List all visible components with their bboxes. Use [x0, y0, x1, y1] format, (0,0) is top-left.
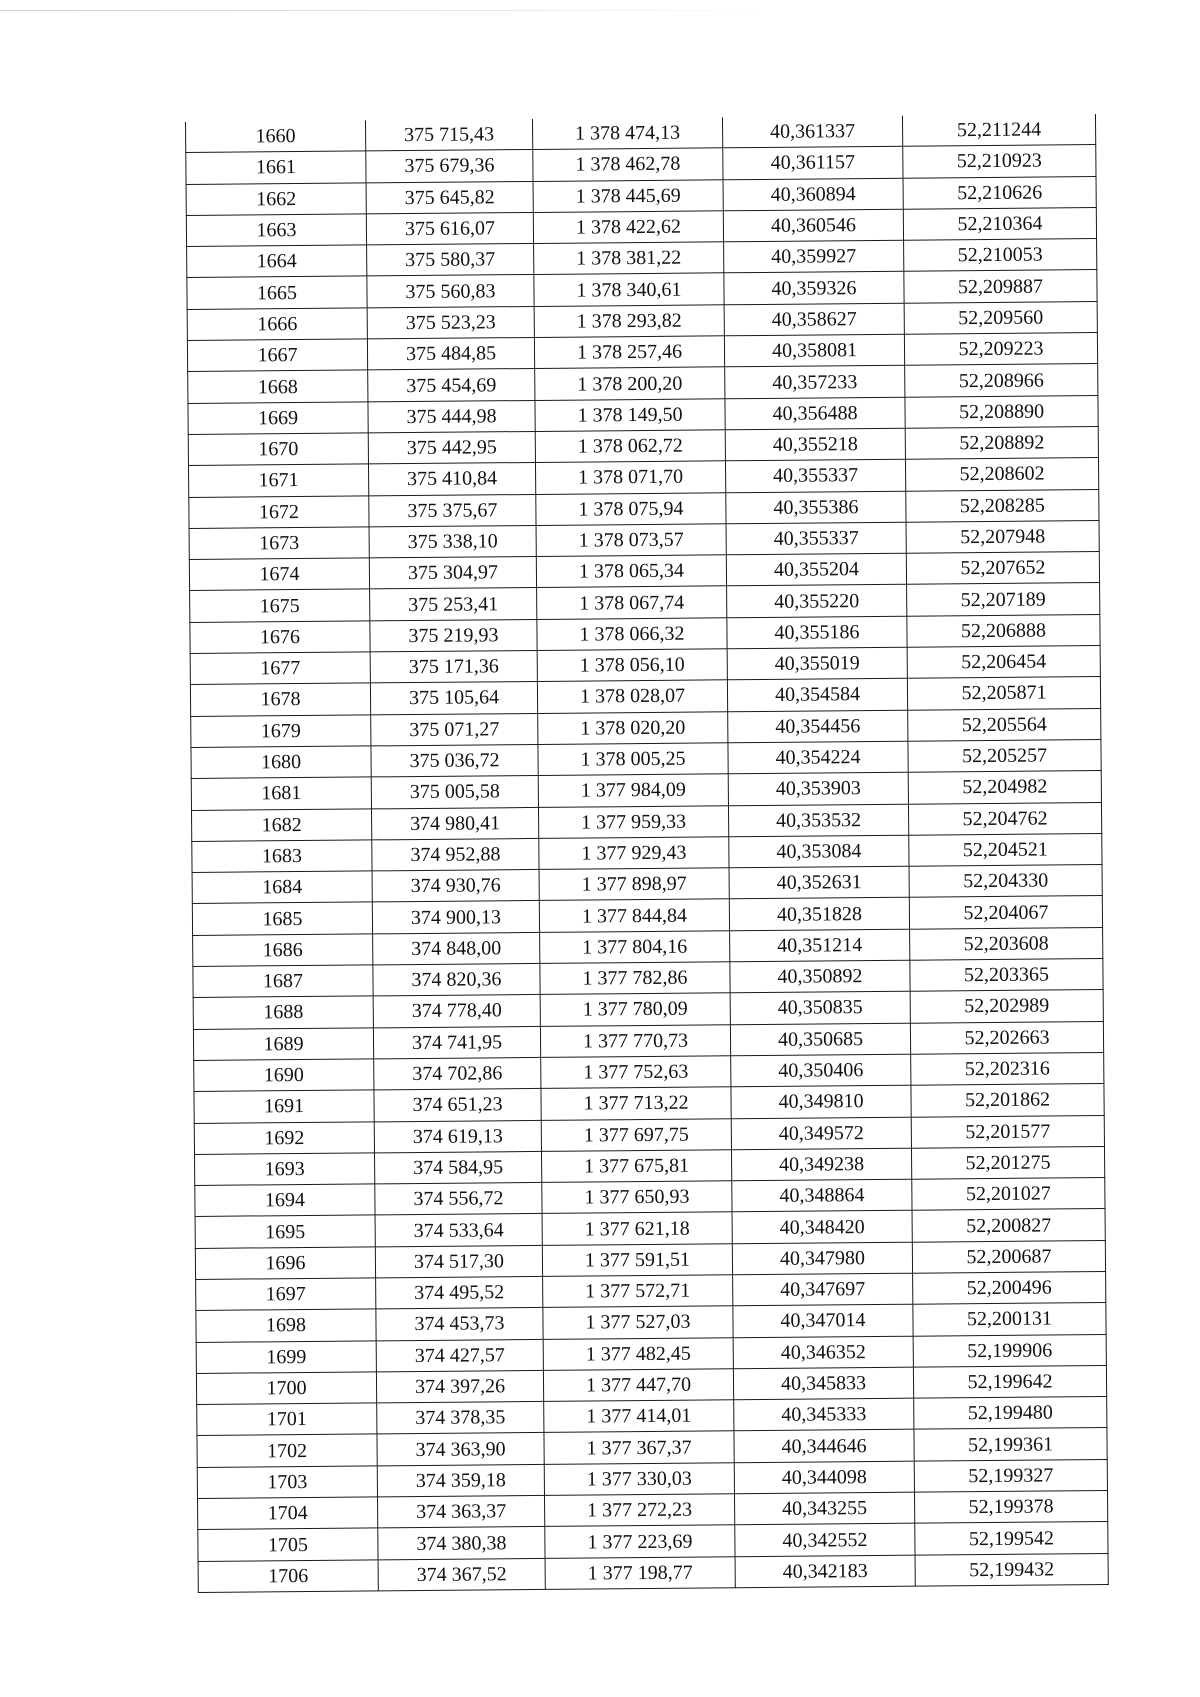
- longitude-cell: 40,359326: [724, 272, 904, 305]
- point-number-cell: 1698: [196, 1309, 376, 1342]
- x-coordinate-cell: 375 410,84: [368, 463, 535, 496]
- latitude-cell: 52,205564: [908, 708, 1101, 741]
- latitude-cell: 52,201862: [911, 1084, 1104, 1117]
- x-coordinate-cell: 375 616,07: [366, 212, 533, 245]
- point-number-cell: 1688: [193, 996, 373, 1029]
- x-coordinate-cell: 374 556,72: [375, 1183, 542, 1216]
- y-coordinate-cell: 1 378 381,22: [534, 242, 724, 275]
- latitude-cell: 52,210923: [903, 145, 1096, 178]
- latitude-cell: 52,207652: [906, 552, 1099, 585]
- longitude-cell: 40,346352: [733, 1336, 913, 1369]
- longitude-cell: 40,349810: [731, 1085, 911, 1118]
- x-coordinate-cell: 375 036,72: [371, 744, 538, 777]
- longitude-cell: 40,358627: [724, 303, 904, 336]
- y-coordinate-cell: 1 377 447,70: [543, 1369, 733, 1402]
- x-coordinate-cell: 375 253,41: [370, 588, 537, 621]
- latitude-cell: 52,199480: [914, 1397, 1107, 1430]
- y-coordinate-cell: 1 377 782,86: [540, 962, 730, 995]
- latitude-cell: 52,199361: [914, 1428, 1107, 1461]
- point-number-cell: 1684: [192, 871, 372, 904]
- x-coordinate-cell: 374 517,30: [375, 1245, 542, 1278]
- longitude-cell: 40,355204: [726, 553, 906, 586]
- point-number-cell: 1663: [186, 214, 366, 247]
- latitude-cell: 52,201027: [912, 1178, 1105, 1211]
- point-number-cell: 1679: [191, 715, 371, 748]
- point-number-cell: 1662: [186, 183, 366, 216]
- longitude-cell: 40,344646: [734, 1430, 914, 1463]
- y-coordinate-cell: 1 377 482,45: [543, 1337, 733, 1370]
- point-number-cell: 1660: [185, 120, 365, 152]
- point-number-cell: 1680: [191, 746, 371, 779]
- x-coordinate-cell: 374 900,13: [372, 901, 539, 934]
- x-coordinate-cell: 375 304,97: [369, 557, 536, 590]
- point-number-cell: 1691: [194, 1090, 374, 1123]
- y-coordinate-cell: 1 378 028,07: [537, 680, 727, 713]
- y-coordinate-cell: 1 377 697,75: [541, 1118, 731, 1151]
- longitude-cell: 40,361157: [723, 147, 903, 180]
- y-coordinate-cell: 1 378 073,57: [536, 524, 726, 557]
- latitude-cell: 52,202989: [910, 990, 1103, 1023]
- point-number-cell: 1699: [196, 1340, 376, 1373]
- longitude-cell: 40,357233: [725, 366, 905, 399]
- x-coordinate-cell: 374 359,18: [377, 1464, 544, 1497]
- x-coordinate-cell: 374 702,86: [374, 1057, 541, 1090]
- latitude-cell: 52,199542: [915, 1522, 1108, 1555]
- x-coordinate-cell: 375 005,58: [371, 776, 538, 809]
- y-coordinate-cell: 1 378 474,13: [532, 117, 722, 149]
- point-number-cell: 1670: [188, 433, 368, 466]
- y-coordinate-cell: 1 377 572,71: [543, 1275, 733, 1308]
- point-number-cell: 1675: [190, 589, 370, 622]
- longitude-cell: 40,353084: [729, 835, 909, 868]
- x-coordinate-cell: 374 952,88: [372, 838, 539, 871]
- x-coordinate-cell: 375 580,37: [367, 244, 534, 277]
- longitude-cell: 40,348420: [732, 1211, 912, 1244]
- longitude-cell: 40,352631: [729, 866, 909, 899]
- point-number-cell: 1702: [197, 1434, 377, 1467]
- scan-top-rule: [0, 10, 780, 11]
- point-number-cell: 1687: [193, 965, 373, 998]
- longitude-cell: 40,350406: [731, 1054, 911, 1087]
- x-coordinate-cell: 374 367,52: [378, 1558, 545, 1591]
- x-coordinate-cell: 375 338,10: [369, 525, 536, 558]
- y-coordinate-cell: 1 378 062,72: [535, 430, 725, 463]
- longitude-cell: 40,355220: [727, 585, 907, 618]
- y-coordinate-cell: 1 377 330,03: [544, 1463, 734, 1496]
- latitude-cell: 52,206888: [907, 614, 1100, 647]
- y-coordinate-cell: 1 377 752,63: [541, 1056, 731, 1089]
- longitude-cell: 40,351214: [730, 929, 910, 962]
- x-coordinate-cell: 374 378,35: [377, 1402, 544, 1435]
- y-coordinate-cell: 1 377 929,43: [539, 837, 729, 870]
- y-coordinate-cell: 1 378 293,82: [534, 305, 724, 338]
- longitude-cell: 40,355186: [727, 616, 907, 649]
- latitude-cell: 52,200131: [913, 1303, 1106, 1336]
- x-coordinate-cell: 375 105,64: [370, 682, 537, 715]
- x-coordinate-cell: 375 442,95: [368, 431, 535, 464]
- x-coordinate-cell: 375 454,69: [368, 369, 535, 402]
- y-coordinate-cell: 1 378 149,50: [535, 398, 725, 431]
- latitude-cell: 52,204067: [909, 896, 1102, 929]
- point-number-cell: 1668: [188, 370, 368, 403]
- y-coordinate-cell: 1 377 367,37: [544, 1431, 734, 1464]
- x-coordinate-cell: 375 645,82: [366, 181, 533, 214]
- latitude-cell: 52,205871: [907, 677, 1100, 710]
- longitude-cell: 40,345333: [734, 1398, 914, 1431]
- x-coordinate-cell: 374 397,26: [376, 1370, 543, 1403]
- longitude-cell: 40,356488: [725, 397, 905, 430]
- y-coordinate-cell: 1 377 414,01: [544, 1400, 734, 1433]
- y-coordinate-cell: 1 378 200,20: [535, 367, 725, 400]
- latitude-cell: 52,204330: [909, 865, 1102, 898]
- x-coordinate-cell: 374 363,90: [377, 1433, 544, 1466]
- y-coordinate-cell: 1 378 257,46: [534, 336, 724, 369]
- x-coordinate-cell: 375 523,23: [367, 306, 534, 339]
- longitude-cell: 40,347697: [733, 1273, 913, 1306]
- x-coordinate-cell: 375 171,36: [370, 650, 537, 683]
- point-number-cell: 1667: [187, 339, 367, 372]
- point-number-cell: 1671: [188, 464, 368, 497]
- point-number-cell: 1669: [188, 402, 368, 435]
- x-coordinate-cell: 374 848,00: [373, 932, 540, 965]
- point-number-cell: 1673: [189, 527, 369, 560]
- y-coordinate-cell: 1 377 770,73: [540, 1024, 730, 1057]
- latitude-cell: 52,208602: [905, 458, 1098, 491]
- point-number-cell: 1683: [192, 840, 372, 873]
- longitude-cell: 40,355337: [726, 522, 906, 555]
- longitude-cell: 40,343255: [734, 1492, 914, 1525]
- latitude-cell: 52,202316: [911, 1052, 1104, 1085]
- longitude-cell: 40,360546: [723, 209, 903, 242]
- longitude-cell: 40,351828: [729, 898, 909, 931]
- latitude-cell: 52,201577: [911, 1115, 1104, 1148]
- longitude-cell: 40,354224: [728, 741, 908, 774]
- point-number-cell: 1681: [191, 777, 371, 810]
- longitude-cell: 40,342552: [735, 1524, 915, 1557]
- point-number-cell: 1701: [197, 1403, 377, 1436]
- y-coordinate-cell: 1 377 898,97: [539, 868, 729, 901]
- x-coordinate-cell: 374 651,23: [374, 1089, 541, 1122]
- latitude-cell: 52,207948: [906, 520, 1099, 553]
- x-coordinate-cell: 375 219,93: [370, 619, 537, 652]
- y-coordinate-cell: 1 378 422,62: [533, 211, 723, 244]
- point-number-cell: 1685: [192, 902, 372, 935]
- longitude-cell: 40,348864: [732, 1179, 912, 1212]
- y-coordinate-cell: 1 378 056,10: [537, 649, 727, 682]
- longitude-cell: 40,349238: [731, 1148, 911, 1181]
- coordinates-table: [185, 114, 1109, 1593]
- point-number-cell: 1661: [186, 151, 366, 184]
- y-coordinate-cell: 1 377 591,51: [542, 1243, 732, 1276]
- point-number-cell: 1676: [190, 621, 370, 654]
- latitude-cell: 52,199432: [915, 1553, 1108, 1586]
- longitude-cell: 40,355218: [725, 428, 905, 461]
- latitude-cell: 52,211244: [902, 114, 1095, 146]
- x-coordinate-cell: 374 427,57: [376, 1339, 543, 1372]
- x-coordinate-cell: 374 619,13: [374, 1120, 541, 1153]
- point-number-cell: 1682: [192, 808, 372, 841]
- point-number-cell: 1697: [196, 1278, 376, 1311]
- longitude-cell: 40,355386: [726, 491, 906, 524]
- latitude-cell: 52,199906: [913, 1334, 1106, 1367]
- x-coordinate-cell: 375 560,83: [367, 275, 534, 308]
- y-coordinate-cell: 1 377 780,09: [540, 993, 730, 1026]
- latitude-cell: 52,203365: [910, 959, 1103, 992]
- point-number-cell: 1690: [194, 1059, 374, 1092]
- longitude-cell: 40,355337: [725, 459, 905, 492]
- longitude-cell: 40,360894: [723, 178, 903, 211]
- point-number-cell: 1665: [187, 276, 367, 309]
- latitude-cell: 52,209560: [904, 301, 1097, 334]
- longitude-cell: 40,349572: [731, 1117, 911, 1150]
- longitude-cell: 40,353532: [728, 804, 908, 837]
- x-coordinate-cell: 374 930,76: [372, 870, 539, 903]
- latitude-cell: 52,208892: [905, 427, 1098, 460]
- longitude-cell: 40,342183: [735, 1555, 915, 1588]
- coordinates-table-body: [185, 114, 1108, 1592]
- y-coordinate-cell: 1 377 844,84: [539, 899, 729, 932]
- x-coordinate-cell: 374 453,73: [376, 1308, 543, 1341]
- x-coordinate-cell: 375 679,36: [366, 150, 533, 183]
- x-coordinate-cell: 374 584,95: [375, 1151, 542, 1184]
- latitude-cell: 52,199378: [914, 1491, 1107, 1524]
- point-number-cell: 1689: [193, 1027, 373, 1060]
- y-coordinate-cell: 1 378 066,32: [537, 618, 727, 651]
- longitude-cell: 40,347014: [733, 1304, 913, 1337]
- y-coordinate-cell: 1 378 065,34: [536, 555, 726, 588]
- latitude-cell: 52,208285: [906, 489, 1099, 522]
- x-coordinate-cell: 375 715,43: [365, 119, 532, 151]
- longitude-cell: 40,350835: [730, 992, 910, 1025]
- longitude-cell: 40,359927: [724, 240, 904, 273]
- y-coordinate-cell: 1 377 527,03: [543, 1306, 733, 1339]
- y-coordinate-cell: 1 377 223,69: [545, 1525, 735, 1558]
- y-coordinate-cell: 1 378 075,94: [536, 492, 726, 525]
- latitude-cell: 52,210364: [903, 207, 1096, 240]
- y-coordinate-cell: 1 377 804,16: [540, 930, 730, 963]
- latitude-cell: 52,208966: [905, 364, 1098, 397]
- latitude-cell: 52,201275: [911, 1146, 1104, 1179]
- longitude-cell: 40,361337: [722, 116, 902, 148]
- x-coordinate-cell: 374 380,38: [378, 1527, 545, 1560]
- point-number-cell: 1674: [189, 558, 369, 591]
- y-coordinate-cell: 1 377 650,93: [542, 1181, 732, 1214]
- point-number-cell: 1692: [194, 1121, 374, 1154]
- longitude-cell: 40,350892: [730, 960, 910, 993]
- point-number-cell: 1704: [198, 1497, 378, 1530]
- y-coordinate-cell: 1 378 462,78: [533, 148, 723, 181]
- longitude-cell: 40,350685: [730, 1023, 910, 1056]
- longitude-cell: 40,344098: [734, 1461, 914, 1494]
- latitude-cell: 52,200496: [913, 1271, 1106, 1304]
- latitude-cell: 52,204521: [909, 833, 1102, 866]
- y-coordinate-cell: 1 377 713,22: [541, 1087, 731, 1120]
- x-coordinate-cell: 374 980,41: [371, 807, 538, 840]
- y-coordinate-cell: 1 378 020,20: [538, 711, 728, 744]
- y-coordinate-cell: 1 377 984,09: [538, 774, 728, 807]
- latitude-cell: 52,208890: [905, 395, 1098, 428]
- latitude-cell: 52,199642: [913, 1365, 1106, 1398]
- y-coordinate-cell: 1 377 959,33: [538, 805, 728, 838]
- latitude-cell: 52,210626: [903, 176, 1096, 209]
- y-coordinate-cell: 1 377 198,77: [545, 1556, 735, 1589]
- table-row: [198, 1553, 1108, 1592]
- latitude-cell: 52,204982: [908, 771, 1101, 804]
- longitude-cell: 40,354456: [728, 710, 908, 743]
- x-coordinate-cell: 374 363,37: [378, 1495, 545, 1528]
- y-coordinate-cell: 1 378 005,25: [538, 743, 728, 776]
- x-coordinate-cell: 374 495,52: [376, 1276, 543, 1309]
- latitude-cell: 52,210053: [904, 239, 1097, 272]
- point-number-cell: 1686: [193, 934, 373, 967]
- longitude-cell: 40,358081: [724, 334, 904, 367]
- y-coordinate-cell: 1 378 067,74: [537, 586, 727, 619]
- point-number-cell: 1677: [190, 652, 370, 685]
- x-coordinate-cell: 375 375,67: [369, 494, 536, 527]
- longitude-cell: 40,345833: [733, 1367, 913, 1400]
- y-coordinate-cell: 1 378 445,69: [533, 179, 723, 212]
- latitude-cell: 52,200827: [912, 1209, 1105, 1242]
- latitude-cell: 52,203608: [910, 927, 1103, 960]
- point-number-cell: 1695: [195, 1215, 375, 1248]
- point-number-cell: 1705: [198, 1528, 378, 1561]
- y-coordinate-cell: 1 377 272,23: [544, 1494, 734, 1527]
- latitude-cell: 52,209223: [904, 333, 1097, 366]
- point-number-cell: 1700: [196, 1372, 376, 1405]
- x-coordinate-cell: 375 071,27: [371, 713, 538, 746]
- x-coordinate-cell: 374 533,64: [375, 1214, 542, 1247]
- point-number-cell: 1706: [198, 1560, 378, 1593]
- latitude-cell: 52,199327: [914, 1459, 1107, 1492]
- latitude-cell: 52,205257: [908, 739, 1101, 772]
- point-number-cell: 1696: [195, 1247, 375, 1280]
- y-coordinate-cell: 1 378 071,70: [535, 461, 725, 494]
- longitude-cell: 40,347980: [732, 1242, 912, 1275]
- latitude-cell: 52,200687: [912, 1240, 1105, 1273]
- latitude-cell: 52,207189: [907, 583, 1100, 616]
- y-coordinate-cell: 1 377 621,18: [542, 1212, 732, 1245]
- point-number-cell: 1664: [187, 245, 367, 278]
- latitude-cell: 52,206454: [907, 646, 1100, 679]
- latitude-cell: 52,204762: [908, 802, 1101, 835]
- y-coordinate-cell: 1 377 675,81: [541, 1150, 731, 1183]
- x-coordinate-cell: 374 778,40: [373, 995, 540, 1028]
- point-number-cell: 1693: [195, 1153, 375, 1186]
- longitude-cell: 40,355019: [727, 647, 907, 680]
- longitude-cell: 40,353903: [728, 772, 908, 805]
- point-number-cell: 1666: [187, 308, 367, 341]
- point-number-cell: 1703: [197, 1466, 377, 1499]
- y-coordinate-cell: 1 378 340,61: [534, 273, 724, 306]
- longitude-cell: 40,354584: [727, 679, 907, 712]
- point-number-cell: 1694: [195, 1184, 375, 1217]
- latitude-cell: 52,209887: [904, 270, 1097, 303]
- x-coordinate-cell: 374 741,95: [373, 1026, 540, 1059]
- x-coordinate-cell: 375 444,98: [368, 400, 535, 433]
- point-number-cell: 1672: [189, 495, 369, 528]
- x-coordinate-cell: 375 484,85: [367, 338, 534, 371]
- latitude-cell: 52,202663: [910, 1021, 1103, 1054]
- point-number-cell: 1678: [190, 683, 370, 716]
- x-coordinate-cell: 374 820,36: [373, 963, 540, 996]
